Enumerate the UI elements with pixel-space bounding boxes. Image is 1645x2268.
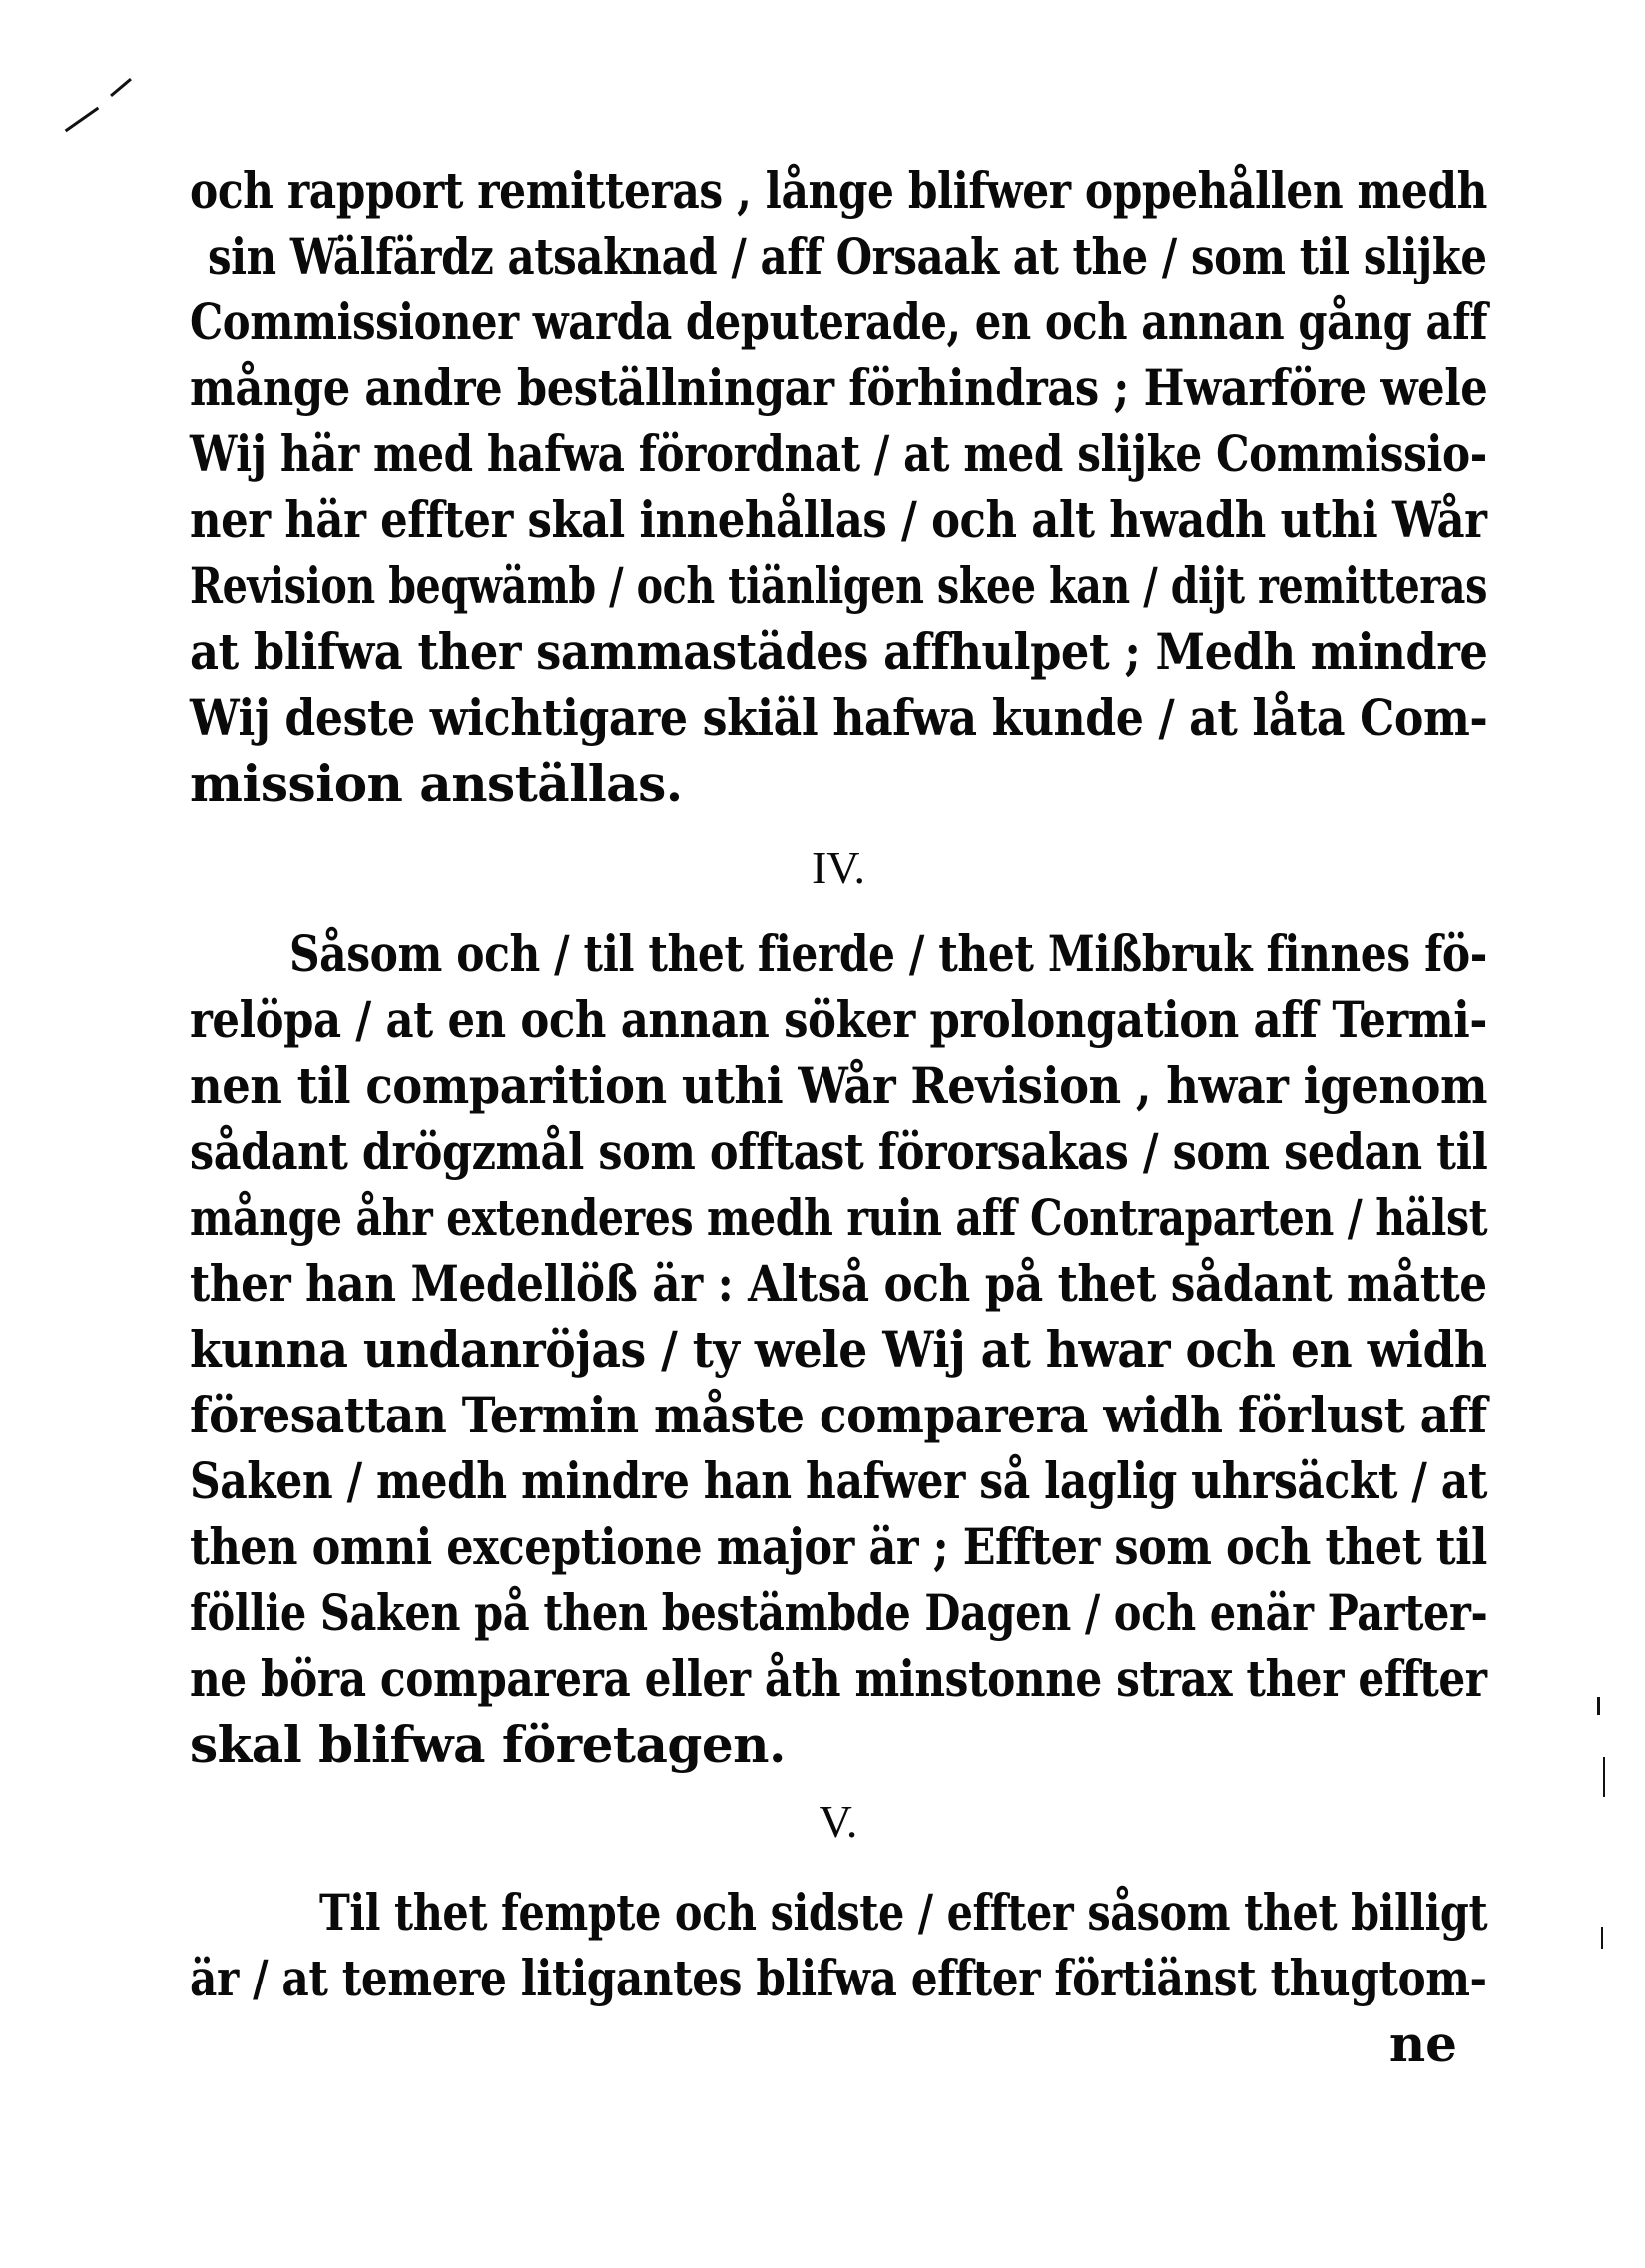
- catchword: ne: [1388, 2014, 1457, 2073]
- text-line: Såsom och / til thet fierde / thet Mißbruk finnes fö-: [289, 924, 1487, 983]
- text-line: at blifwa ther sammastädes affhulpet ; Medh mindre: [190, 622, 1488, 681]
- text-line: Wij deste wichtigare skiäl hafwa kunde / at låta Com-: [190, 688, 1488, 747]
- text-line: månge andre beställningar förhindras ; Hwarföre wele: [190, 358, 1488, 417]
- section-heading-iv-wrap: [190, 839, 1487, 898]
- text-line: ther han Medellöß är : Altså och på thet sådant måtte: [190, 1254, 1487, 1313]
- stray-mark: [110, 78, 132, 97]
- text-line: relöpa / at en och annan söker prolongation aff Termi-: [190, 990, 1487, 1049]
- text-line: månge åhr extenderes medh ruin aff Contraparten / hälst: [190, 1188, 1488, 1247]
- text-line: sin Wälfärdz atsaknad / aff Orsaak at the / som til slijke: [208, 227, 1487, 285]
- text-line: är / at temere litigantes blifwa effter förtiänst thugtom-: [190, 1949, 1487, 2007]
- text-line: mission anställas.: [190, 754, 683, 813]
- section-heading-v-wrap: [190, 1792, 1487, 1852]
- text-line: föllie Saken på then bestämbde Dagen / och enär Parter-: [190, 1583, 1488, 1642]
- text-line: föresattan Termin måste comparera widh förlust aff: [190, 1386, 1487, 1444]
- text-line: then omni exceptione major är ; Effter som och thet til: [190, 1517, 1487, 1576]
- paragraph-iii-continuation: [190, 160, 1487, 858]
- text-line: Commissioner warda deputerade, en och annan gång aff: [190, 292, 1488, 351]
- paragraph-iv: [190, 923, 1487, 1782]
- text-line: kunna undanröjas / ty wele Wij at hwar och en widh: [190, 1320, 1487, 1379]
- margin-mark: [1601, 1927, 1603, 1949]
- text-line: Til thet fempte och sidste / effter såsom thet billigt: [319, 1883, 1488, 1942]
- text-line: sådant drögzmål som offtast förorsakas / som sedan til: [190, 1122, 1488, 1181]
- section-heading-v: V.: [819, 1796, 858, 1847]
- paragraph-v: [190, 1882, 1487, 2081]
- text-line: Saken / medh mindre han hafwer så laglig uhrsäckt / at: [190, 1451, 1488, 1510]
- text-line: Revision beqwämb / och tiänligen skee kan / dijt remitteras: [190, 556, 1488, 615]
- text-line: skal blifwa företagen.: [190, 1715, 786, 1774]
- section-heading-iv: IV.: [811, 843, 866, 893]
- text-line: ne böra comparera eller åth minstonne strax ther effter: [190, 1649, 1487, 1708]
- stray-mark: [65, 107, 99, 132]
- margin-mark: [1603, 1757, 1605, 1797]
- margin-mark: [1597, 1697, 1600, 1715]
- text-line: och rapport remitteras , långe blifwer oppehållen medh: [190, 161, 1487, 220]
- text-line: nen til comparition uthi Wår Revision , hwar igenom: [190, 1056, 1488, 1115]
- text-line: ner här effter skal innehållas / och alt hwadh uthi Wår: [190, 490, 1487, 549]
- text-line: Wij här med hafwa förordnat / at med slijke Commissio-: [190, 424, 1487, 483]
